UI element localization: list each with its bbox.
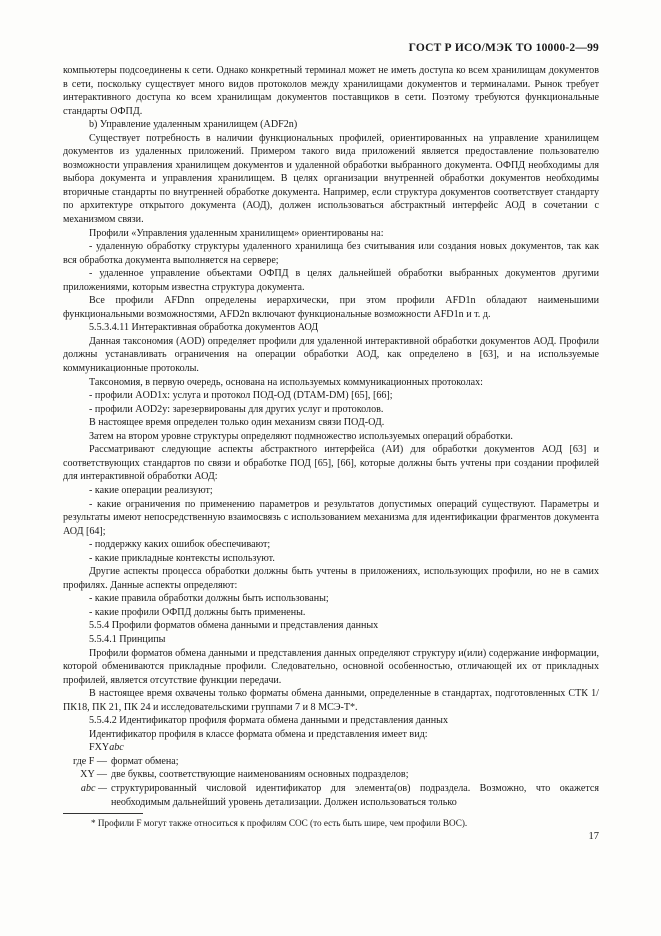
paragraph: Затем на втором уровне структуры определяют подмножество используемых операций обработки.	[89, 430, 513, 442]
page-number: 17	[588, 831, 599, 842]
paragraph: Данная таксономия (AOD) определяет профили для удаленной интерактивной обработки документов АОД. Профили должны устанавливать ограничения на операции обработки АОД, как определено в [63], и на используемые коммуникационные протоколы.	[63, 335, 599, 375]
definition-row	[63, 782, 599, 809]
section-heading: 5.5.3.4.11 Интерактивная обработка документов АОД	[89, 322, 319, 334]
list-item-heading: b) Управление удаленным хранилищем (ADF2n)	[89, 119, 298, 131]
definition-row	[63, 755, 599, 769]
list-item: - удаленную обработку структуры удаленного хранилища без считывания или создания новых документов, так как вся обработка документа выполняется на сервере;	[63, 241, 599, 266]
list-item: - профили AOD1x: услуга и протокол ПОД-ОД (DTAM-DM) [65], [66];	[89, 390, 393, 402]
paragraph: В настоящее время охвачены только форматы обмена данными, определенные в стандартах, подготовленных СТК 1/ПК18, ПК 21, ПК 24 и исследовательскими группами 7 и 8 МСЭ-Т*.	[63, 688, 599, 713]
list-item: - поддержку каких ошибок обеспечивают;	[89, 539, 271, 551]
paragraph: В настоящее время определен только один механизм связи ПОД-ОД.	[89, 417, 385, 429]
definition-desc: две буквы, соответствующие наименованиям основных подразделов;	[111, 769, 409, 781]
list-item: - профили AOD2y: зарезервированы для других услуг и протоколов.	[89, 403, 384, 415]
definition-row	[63, 768, 599, 782]
list-item: - какие операции реализуют;	[89, 484, 213, 496]
definition-desc: структурированный числовой идентификатор для элемента(ов) подраздела. Возможно, что окажется необходимым дальнейший уровень детализации. Должен использоваться только	[111, 782, 599, 808]
paragraph: Существует потребность в наличии функциональных профилей, ориентированных на управление хранилищем документов из удаленных приложений. Примером такого вида приложений является предоставление пользователю возможности управления хранилищем документов и удаленной обработки выбранного документа. ОФПД необходимы для выбора документа и управления хранилищем. В целях организации внутренней обработки документов необходимы вторичные стандарты по внутренней обработке документа. Например, если структура документов соответствует стандарту по архитектуре открытого документа (АОД), должен использоваться абстрактный интерфейс АОД в сочетании с механизмом связи.	[63, 132, 599, 226]
definition-desc: формат обмена;	[111, 755, 179, 767]
section-heading: 5.5.4.2 Идентификатор профиля формата обмена данными и представления данных	[89, 715, 448, 727]
paragraph: Другие аспекты процесса обработки должны быть учтены в приложениях, использующих профили, но не в самих профилях. Данные аспекты определяют:	[63, 566, 599, 591]
section-heading: 5.5.4 Профили форматов обмена данными и представления данных	[89, 620, 379, 632]
formula-suffix: abc	[109, 742, 124, 754]
definition-term: где F —	[72, 755, 107, 767]
formula-prefix: FXY	[89, 742, 110, 754]
paragraph: Профили «Управления удаленным хранилищем» ориентированы на:	[89, 227, 384, 239]
section-heading: 5.5.4.1 Принципы	[89, 633, 166, 645]
footnote-divider	[63, 813, 143, 814]
footnote: * Профили F могут также относиться к профилям COC (то есть быть шире, чем профили BOC).	[91, 818, 468, 829]
paragraph: Рассматривают следующие аспекты абстрактного интерфейса (АИ) для обработки документов АОД [63] и соответствующих стандартов по связи и обработке ПОД [65], [66], которые должны быть учтены при создании профилей для интерактивной обработки АОД:	[63, 444, 599, 483]
definition-term: XY —	[80, 769, 107, 781]
page-body	[63, 64, 599, 829]
list-item: - какие ограничения по применению параметров и результатов допустимых операций существуют. Параметры и результаты имеют непосредственную взаимосвязь с использованием механизма для идентификации фрагментов документа АОД [64];	[63, 498, 599, 537]
paragraph: компьютеры подсоединены к сети. Однако конкретный терминал может не иметь доступа ко всем хранилищам документов в сети, поскольку существует много видов протоколов между хранилищами документов и терминалами. Рынок требует интерактивного доступа ко всем хранилищам документов поставщиков в сети. Поэтому требуются функциональные стандарты ОФПД.	[63, 65, 599, 117]
paragraph: Идентификатор профиля в классе формата обмена и представления имеет вид:	[89, 728, 428, 740]
definition-term: abc —	[80, 782, 107, 794]
list-item: - какие прикладные контексты используют.	[89, 552, 275, 564]
paragraph: Профили форматов обмена данными и представления данных определяют структуру и(или) содержание информации, которой обмениваются прикладные профили. Следовательно, основной особенностью, отличающей их от прикладных профилей, является отсутствие функции передачи.	[63, 647, 599, 686]
paragraph: Все профили AFDnn определены иерархически, при этом профили AFD1n обладают наименьшими функциональными возможностями, AFD2n включают функциональные возможности AFD1n и т. д.	[63, 295, 599, 320]
list-item: - какие профили ОФПД должны быть применены.	[89, 606, 306, 618]
formula	[63, 741, 599, 755]
list-item: - какие правила обработки должны быть использованы;	[89, 593, 329, 605]
paragraph: Таксономия, в первую очередь, основана на используемых коммуникационных протоколах:	[89, 376, 483, 388]
page-header: ГОСТ Р ИСО/МЭК ТО 10000-2—99	[408, 42, 599, 54]
list-item: - удаленное управление объектами ОФПД в целях дальнейшей обработки выбранных документов другими приложениями, которым известна структура документа.	[63, 268, 599, 293]
